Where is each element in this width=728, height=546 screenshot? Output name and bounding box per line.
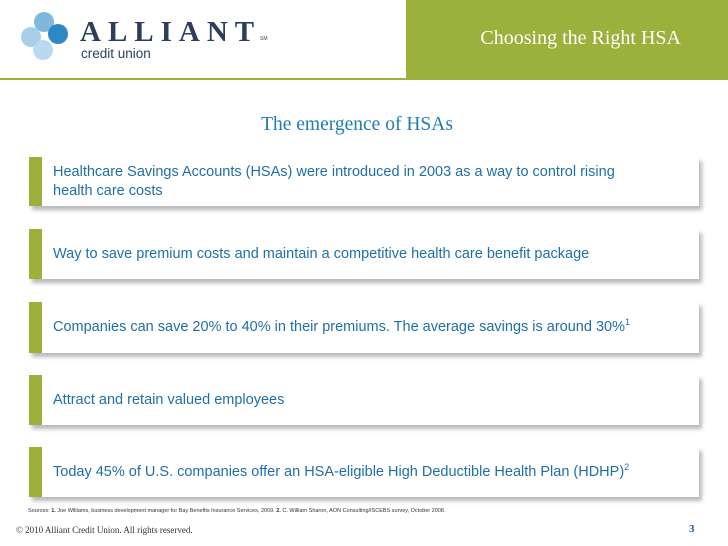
slide-header	[0, 0, 728, 78]
bullet-text: Healthcare Savings Accounts (HSAs) were introduced in 2003 as a way to control rising health care costs	[53, 163, 615, 199]
bullet-accent-bar	[29, 157, 42, 206]
slide-title-box	[403, 0, 728, 78]
section-heading: The emergence of HSAs	[261, 114, 453, 135]
bullet-item	[29, 157, 699, 206]
logo-service-mark: SM	[260, 36, 268, 42]
logo-wordmark: ALLIANT	[80, 16, 262, 48]
bullet-item	[29, 229, 699, 279]
footnote-ref: 2	[624, 461, 630, 472]
logo-subtitle: credit union	[81, 46, 151, 61]
header-divider	[0, 78, 728, 80]
page-number: 3	[689, 523, 695, 535]
bullet-accent-bar	[29, 229, 42, 279]
bullet-item	[29, 302, 699, 353]
sources-note: Sources: 1. Joe Williams, business development manager for Bay Benefits Insurance Services, 2009. 2. C. William Sharon, AON Consulting/ISCEBS survey, October 2008.	[28, 508, 446, 514]
alliant-logo-icon	[14, 10, 74, 66]
bullet-item	[29, 375, 699, 425]
bullet-text: Way to save premium costs and maintain a competitive health care benefit package	[53, 245, 590, 262]
bullet-text: Attract and retain valued employees	[53, 391, 285, 408]
slide-title: Choosing the Right HSA	[480, 27, 681, 49]
bullet-text: Companies can save 20% to 40% in their premiums. The average savings is around 30%	[53, 319, 625, 335]
copyright-text: © 2010 Alliant Credit Union. All rights reserved.	[16, 525, 193, 535]
bullet-item	[29, 447, 699, 497]
bullet-text: Today 45% of U.S. companies offer an HSA-eligible High Deductible Health Plan (HDHP)	[53, 463, 625, 480]
bullet-accent-bar	[29, 447, 42, 497]
bullet-accent-bar	[29, 375, 42, 425]
bullet-accent-bar	[29, 302, 42, 353]
footnote-ref: 1	[625, 317, 631, 328]
